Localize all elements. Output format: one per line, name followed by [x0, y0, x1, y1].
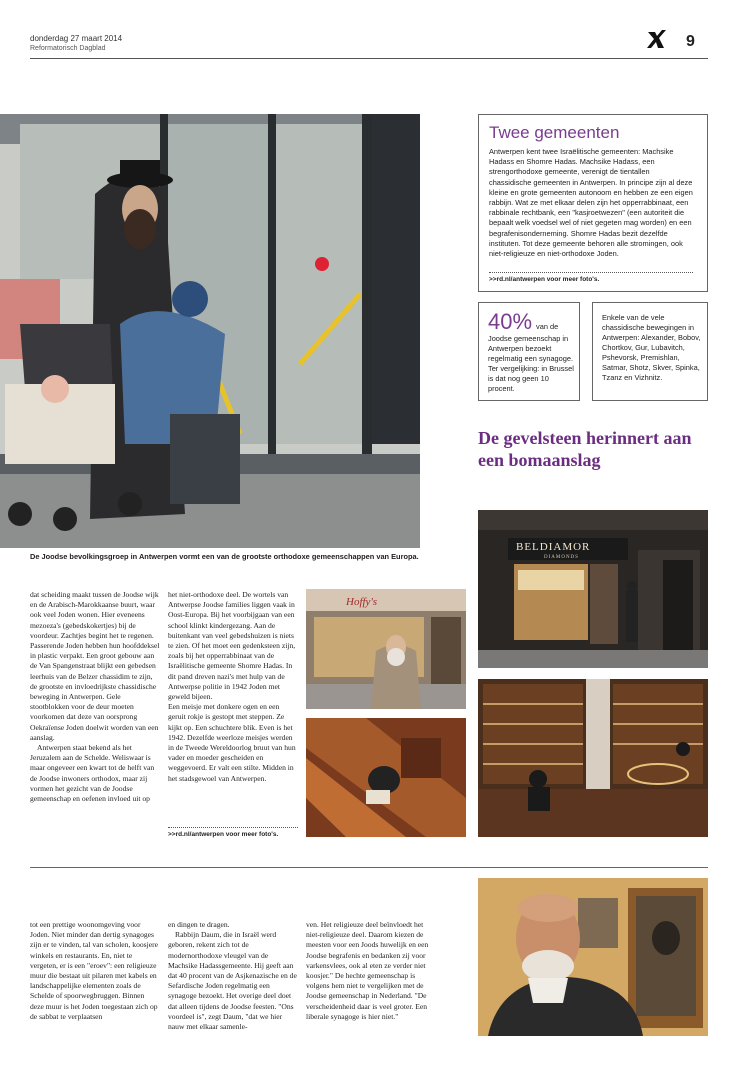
photo-diamond-shop	[478, 510, 708, 668]
info-box-dotted-rule	[489, 272, 693, 273]
article-paragraph: ven. Het religieuze deel beïnvloedt het niet-religieuze deel. Daarom kiezen de meesten voor een Joods huwelijk en een Joodse begrafenis en bedanken zij voor varkensvlees, ook al eten ze verder niet koosjer." De hechte gemeenschap is volgens hem niet te vergelijken met de Joodse gemeenschap in Nederland. "De verscheidenheid daar is veel groter. Een liberale synagoge is hier niet."	[306, 920, 429, 1021]
article-paragraph: dat scheiding maakt tussen de Joodse wijk en de Arabisch-Marokkaanse buurt, waar ook veel Joden wonen. Hier eveneens mezoeza's (gebedskokertjes) bij de voordeur. Zachtjes begint het te regenen. Passerende Joden hebben hun hoofddeksel in plastic verpakt. Een groot gebouw aan de Van Spangenstraat blijkt een gebedsen leerhuis van de Belzer chassidim te zijn, de grootste en invloedrijkste chassidische beweging in Antwerpen. Gele stootblokken voor de deur moeten voorkomen dat deze van oorsprong Oekraïense Joden doelwit worden van een aanslag.	[30, 590, 160, 742]
article-paragraph: het niet-orthodoxe deel. De wortels van Antwerpse Joodse families liggen vaak in Oost-Europa. Bij het voorbijgaan van een school klinkt kindergezang. Aan de buitenkant van veel gebedshuizen is niets te zien. Of het moet een gedenksteen zijn, zoals bij het opperrabbinaat van de Israëlitische gemeente Shomre Hadas. In dit pand dreven nazi's met hulp van de Antwerpse politie in 1942 Joden met geweld bijeen.	[168, 590, 296, 702]
article-paragraph: en dingen te dragen.	[168, 920, 230, 929]
lower-article-col2	[168, 920, 298, 1032]
section-heading: De gevelsteen herinnert aan een bomaanslag	[478, 428, 692, 470]
stat-box-percentage	[478, 302, 580, 401]
info-box-movements	[592, 302, 708, 401]
article-link[interactable]: >>rd.nl/antwerpen voor meer foto's.	[168, 831, 279, 838]
main-photo-street	[0, 114, 420, 548]
movements-text: Enkele van de vele chassidische bewegingen in Antwerpen: Alexander, Bobov, Chortkov, Gur, Lubavitch, Pshevorsk, Premishlan, Satmar, Shotz, Skver, Spinka, Tzanz en Vizhnitz.	[602, 313, 701, 382]
lower-article-col1	[30, 920, 160, 1022]
stat-text: Joodse gemeenschap in Antwerpen bezoekt regelmatig een synagoge. Ter vergelijking: in Brussel is dat nog geen 10 procent.	[488, 334, 574, 393]
shop2-sign: Hoffy's	[346, 596, 378, 608]
page-number: 9	[686, 33, 695, 50]
shop-sign-name: BELDIAMOR	[516, 541, 591, 553]
photo-rabbi-portrait	[478, 878, 708, 1036]
article-dotted-rule	[168, 827, 298, 828]
section-divider	[30, 867, 708, 868]
info-box-twee-gemeenten	[478, 114, 708, 292]
shop-sign-sub: DIAMONDS	[544, 555, 579, 560]
photo-library	[478, 679, 708, 837]
upper-article-col1	[30, 590, 160, 804]
header-divider	[30, 58, 708, 59]
info-box-title: Twee gemeenten	[489, 123, 620, 142]
issue-date: donderdag 27 maart 2014	[30, 34, 123, 43]
newspaper-name: Reformatorisch Dagblad	[30, 45, 106, 52]
article-paragraph: tot een prettige woonomgeving voor Joden. Niet minder dan dertig synagoges zijn er te vinden, tal van scholen, koosjere winkels en restaurants. En, niet te vergeten, er is een "eroev": een religieuze muur die bestaat uit pilaren met kabels en landschappelijke elementen zoals de Schelde of spoorwegbruggen. Binnen deze muur is het Joden toegestaan zich op de sabbat te verplaatsen	[30, 920, 158, 1021]
info-box-text: Antwerpen kent twee Israëlitische gemeenten: Machsike Hadass en Shomre Hadas. Machsike Hadass, een strengorthodoxe gemeente, verenigt de tientallen chassidische gemeenten in Antwerpen. In principe zijn al deze kleine en grote gemeenten autonoom en hebben ze een eigen rabbijn. Wat ze met elkaar delen zijn het opperrabbinaat, een rabbinale rechtbank, een "kasjroetwezen" (een autoriteit die bepaalt welk voedsel wel of niet gegeten mag worden) en een begrafenisonderneming. Shomre Hadas bezit dezelfde instituten. Tot deze gemeente behoren alle stromingen, ook niet-religieuze en niet-orthodoxe Joden.	[489, 147, 693, 259]
photo-shop-rabbi	[306, 589, 466, 709]
photo-synagogue-interior	[306, 718, 466, 837]
stat-lead: van de	[536, 322, 559, 331]
newspaper-logo-icon	[646, 28, 668, 50]
main-photo-caption: De Joodse bevolkingsgroep in Antwerpen vormt een van de grootste orthodoxe gemeenschappen van Europa.	[30, 552, 419, 561]
article-paragraph: Een meisje met donkere ogen en een geruit rokje is gestopt met steppen. Ze kijkt op. Een schuchtere blik. Even is het 1942. Dezelfde weerloze meisjes werden in de Tweede Wereldoorlog bruut van hun vader en moeder gescheiden en weggevoerd. Er valt een stilte. Midden in het stadsgewoel van Antwerpen.	[168, 702, 296, 783]
info-box-link[interactable]: >>rd.nl/antwerpen voor meer foto's.	[489, 276, 600, 283]
stat-percent: 40%	[488, 309, 533, 334]
upper-article-col2	[168, 590, 298, 784]
article-paragraph: Antwerpen staat bekend als het Jeruzalem aan de Schelde. Weliswaar is maar ongeveer een kwart tot de helft van de Joodse inwoners orthodox, maar zij vormen het gezicht van de Joodse gemeenschap en oefenen invloed uit op	[30, 743, 155, 804]
lower-article-col3	[306, 920, 438, 1022]
article-paragraph: Rabbijn Daum, die in Israël werd geboren, rekent zich tot de modernorthodoxe vleugel van de Machsike Hadassgemeente. Hij geeft aan dat 40 procent van de Asjkenazische en de Sefardische Joden regelmatig een synagoge bezoekt. Het overige deel doet dat alleen tijdens de Joodse feesten. "Ons voordeel is", zegt Daum, "dat we hier nauw met elkaar samenle-	[168, 930, 297, 1032]
